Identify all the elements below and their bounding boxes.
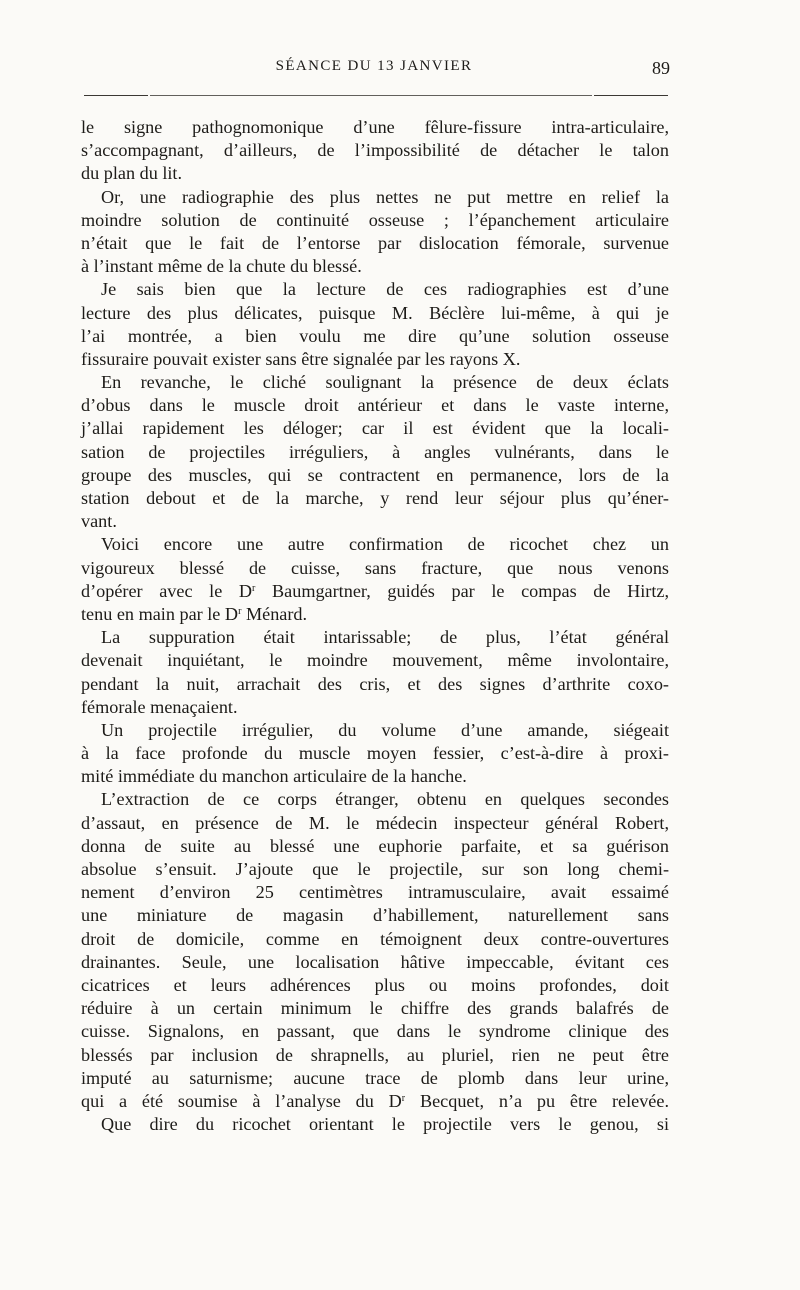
text-fragment: Baumgartner, guidés par le compas de Hirtz,	[255, 580, 669, 601]
text-line: cuisse. Signalons, en passant, que dans le syndrome clinique des	[81, 1021, 669, 1042]
text-line: vant.	[81, 511, 117, 532]
text-line: moindre solution de continuité osseuse ; l’épanchement articulaire	[81, 209, 669, 230]
text-line: imputé au saturnisme; aucune trace de plomb dans leur urine,	[81, 1067, 669, 1088]
text-line: Un projectile irrégulier, du volume d’une amande, siégeait	[101, 719, 669, 740]
doctor-superscript: r	[252, 582, 256, 594]
text-line: cicatrices et leurs adhérences plus ou moins profondes, doit	[81, 974, 669, 995]
text-line: devenait inquiétant, le moindre mouvement, même involontaire,	[81, 650, 669, 671]
text-line: à la face profonde du muscle moyen fessier, c’est-à-dire à proxi-	[81, 743, 669, 764]
text-fragment: tenu en main par le D	[81, 603, 239, 624]
text-line: d’assaut, en présence de M. le médecin inspecteur général Robert,	[81, 812, 669, 833]
header-rule-middle	[150, 95, 592, 96]
text-line: groupe des muscles, qui se contractent en permanence, lors de la	[81, 464, 669, 485]
text-line: En revanche, le cliché soulignant la présence de deux éclats	[101, 372, 669, 393]
text-line: absolue s’ensuit. J’ajoute que le projectile, sur son long chemi-	[81, 859, 669, 879]
text-line: mité immédiate du manchon articulaire de la hanche.	[81, 766, 467, 787]
doctor-superscript: r	[401, 1092, 406, 1104]
text-line: Je sais bien que la lecture de ces radiographies est d’une	[101, 279, 669, 300]
text-line: sation de projectiles irréguliers, à angles vulnérants, dans le	[81, 441, 669, 462]
text-line: donna de suite au blessé une euphorie parfaite, et sa guérison	[81, 835, 669, 856]
header-rule-right	[594, 95, 668, 96]
text-line: une miniature de magasin d’habillement, naturellement sans	[81, 905, 669, 926]
text-line	[81, 603, 669, 626]
text-line: blessés par inclusion de shrapnells, au pluriel, rien ne peut être	[81, 1044, 669, 1065]
text-line: fémorale menaçaient.	[81, 696, 238, 717]
text-line: droit de domicile, comme en témoignent deux contre-ouvertures	[81, 928, 669, 949]
text-line: pendant la nuit, arrachait des cris, et des signes d’arthrite coxo-	[81, 673, 669, 694]
text-line: du plan du lit.	[81, 163, 183, 184]
text-fragment: qui a été soumise à l’analyse du D	[81, 1090, 402, 1111]
text-line: réduire à un certain minimum le chiffre des grands balafrés de	[81, 998, 669, 1019]
text-line	[81, 580, 669, 603]
page-number: 89	[652, 58, 670, 78]
text-line: fissuraire pouvait exister sans être signalée par les rayons X.	[81, 348, 521, 369]
text-line: l’ai montrée, a bien voulu me dire qu’une solution osseuse	[81, 325, 669, 346]
text-line: Voici encore une autre confirmation de ricochet chez un	[101, 534, 669, 555]
header-rule-left	[84, 95, 148, 96]
text-line: nement d’environ 25 centimètres intramusculaire, avait essaimé	[81, 882, 669, 903]
text-line	[81, 1090, 669, 1113]
text-fragment: Ménard.	[241, 603, 308, 624]
text-line: le signe pathognomonique d’une fêlure-fissure intra-articulaire,	[81, 117, 669, 137]
page-header-title: SÉANCE DU 13 JANVIER	[275, 58, 473, 74]
running-header	[78, 58, 670, 84]
text-line: n’était que le fait de l’entorse par dislocation fémorale, survenue	[81, 232, 669, 253]
text-line: station debout et de la marche, y rend leur séjour plus qu’éner-	[81, 488, 669, 508]
text-line: à l’instant même de la chute du blessé.	[81, 256, 362, 277]
document-body	[81, 116, 669, 1136]
text-line: L’extraction de ce corps étranger, obtenu en quelques secondes	[101, 789, 669, 810]
text-fragment: Becquet, n’a pu être relevée.	[405, 1090, 669, 1111]
text-line: Que dire du ricochet orientant le projectile vers le genou, si	[101, 1114, 669, 1135]
text-line: d’obus dans le muscle droit antérieur et dans le vaste interne,	[81, 395, 669, 416]
text-line: lecture des plus délicates, puisque M. Béclère lui-même, à qui je	[81, 302, 669, 323]
text-line: drainantes. Seule, une localisation hâtive impeccable, évitant ces	[81, 951, 669, 972]
text-line: j’allai rapidement les déloger; car il est évident que la locali-	[81, 418, 669, 439]
text-line: vigoureux blessé de cuisse, sans fracture, que nous venons	[81, 557, 669, 578]
text-line: Or, une radiographie des plus nettes ne put mettre en relief la	[101, 186, 669, 207]
text-line: s’accompagnant, d’ailleurs, de l’impossibilité de détacher le talon	[81, 140, 669, 161]
text-line: La suppuration était intarissable; de plus, l’état général	[101, 627, 669, 648]
text-fragment: d’opérer avec le D	[81, 580, 253, 601]
doctor-superscript: r	[238, 605, 242, 617]
